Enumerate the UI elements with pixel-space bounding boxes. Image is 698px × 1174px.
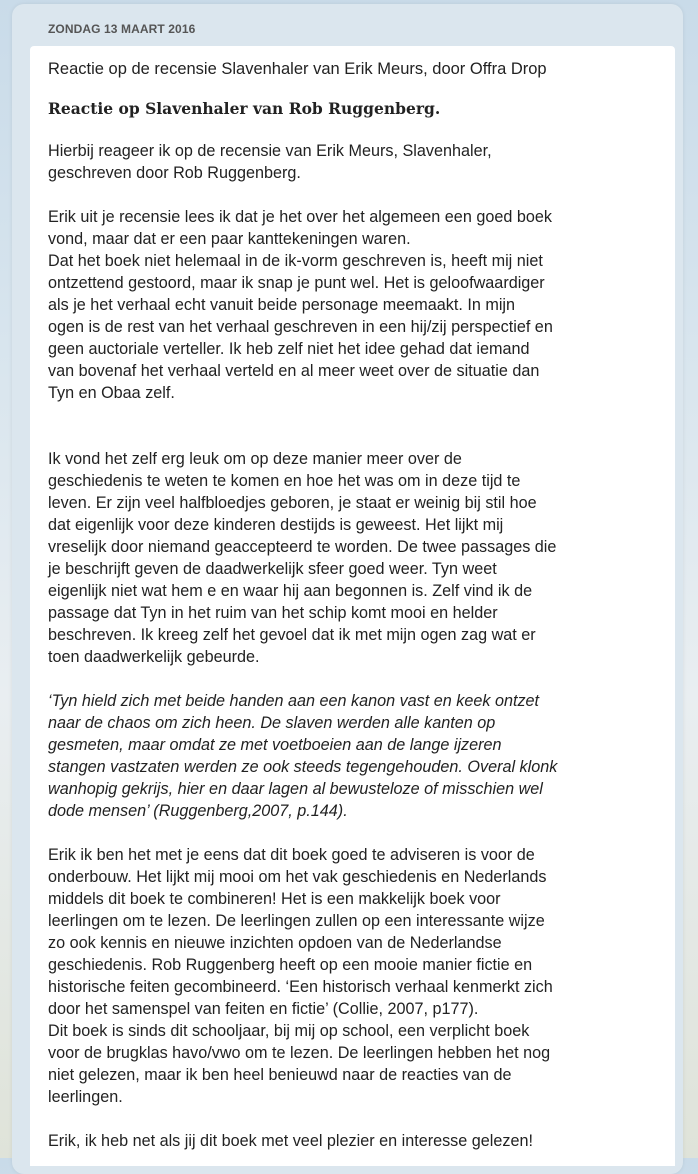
paragraph-history: Ik vond het zelf erg leuk om op deze manier meer over de geschiedenis te weten te komen en hoe het was om in deze tijd te leven. Er zijn veel halfbloedjes geboren, je staat er weinig bij stil hoe dat eigenlijk voor deze kinderen destijds is geweest. Het lijkt mij vreselijk door niemand geaccepteerd te worden. De twee passages die je beschrijft geven de daadwerkelijk sfeer goed weer. Tyn weet eigenlijk niet wat hem e en waar hij aan begonnen is. Zelf vind ik de passage dat Tyn in het ruim van het schip komt mooi en helder beschreven. Ik kreeg zelf het gevoel dat ik met mijn ogen zag wat er toen daadwerkelijk gebeurde. — [48, 450, 557, 666]
paragraph-quote: ‘Tyn hield zich met beide handen aan een kanon vast en keek ontzet naar de chaos om zich heen. De slaven werden alle kanten op gesmeten, maar omdat ze met voetboeien aan de lange ijzeren stangen vastzaten werden ze ook steeds tegengehouden. Overal klonk wanhopig gekrijs, hier en daar lagen al bewusteloze of misschien wel dode mensen’ (Ruggenberg,2007, p.144). — [48, 692, 558, 820]
blank-line — [48, 426, 648, 448]
post-subtitle: Reactie op Slavenhaler van Rob Ruggenberg. — [48, 99, 441, 118]
post-title[interactable]: Reactie op de recensie Slavenhaler van Erik Meurs, door Offra Drop — [48, 60, 547, 78]
blog-post — [30, 46, 675, 1166]
paragraph-closing: Erik, ik heb net als jij dit boek met veel plezier en interesse gelezen! — [48, 1132, 533, 1150]
paragraph-intro: Hierbij reageer ik op de recensie van Erik Meurs, Slavenhaler, geschreven door Rob Ruggenberg. — [48, 142, 492, 182]
post-content — [48, 58, 648, 1174]
date-header: ZONDAG 13 MAART 2016 — [48, 22, 196, 36]
paragraph-recommendation: Erik ik ben het met je eens dat dit boek goed te adviseren is voor de onderbouw. Het lijkt mij mooi om het vak geschiedenis en Nederlands middels dit boek te combineren! Het is een makkelijk boek voor leerlingen om te lezen. De leerlingen zullen op een interessante wijze zo ook kennis en nieuwe inzichten opdoen van de Nederlandse geschiedenis. Rob Ruggenberg heeft op een mooie manier fictie en historische feiten gecombineerd. ‘Een historisch verhaal kenmerkt zich door het samenspel van feiten en fictie’ (Collie, 2007, p177). Dit boek is sinds dit schooljaar, bij mij op school, een verplicht boek voor de brugklas havo/vwo om te lezen. De leerlingen hebben het nog niet gelezen, maar ik ben heel benieuwd naar de reacties van de leerlingen. — [48, 846, 553, 1106]
paragraph-perspective: Erik uit je recensie lees ik dat je het over het algemeen een goed boek vond, maar dat er een paar kanttekeningen waren. Dat het boek niet helemaal in de ik-vorm geschreven is, heeft mij niet ontzettend gestoord, maar ik snap je punt wel. Het is geloofwaardiger als je het verhaal echt vanuit beide personage meemaakt. In mijn ogen is de rest van het verhaal geschreven in een hij/zij perspectief en geen auctoriale verteller. Ik heb zelf niet het idee gehad dat iemand van bovenaf het verhaal verteld en al meer weet over de situatie dan Tyn en Obaa zelf. — [48, 208, 553, 402]
